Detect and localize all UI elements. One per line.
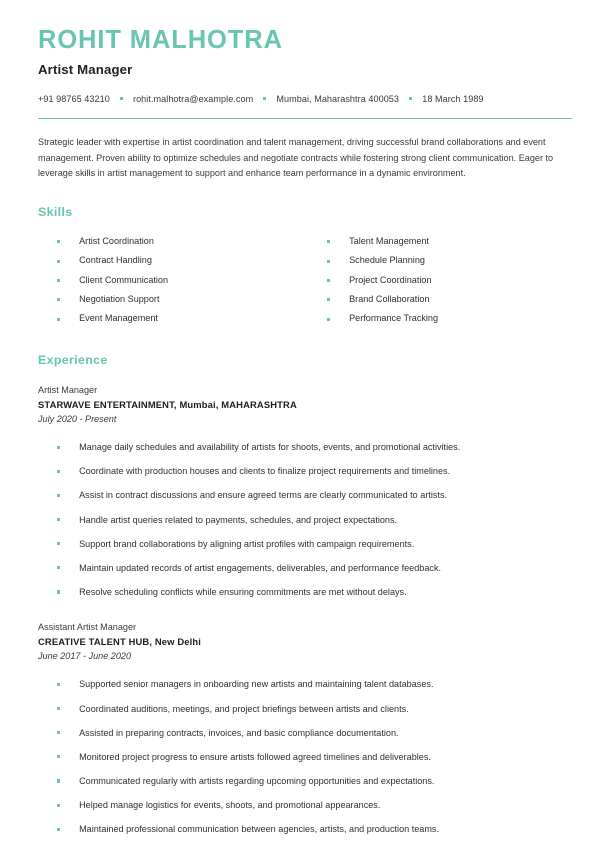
job-bullet bbox=[38, 793, 572, 817]
job-bullet bbox=[38, 580, 572, 604]
skill-label: Client Communication bbox=[79, 274, 169, 285]
skill-label: Event Management bbox=[79, 313, 158, 324]
experience-entry bbox=[38, 384, 572, 604]
job-bullet bbox=[38, 508, 572, 532]
experience-section-title: Experience bbox=[38, 352, 108, 367]
candidate-name: ROHIT MALHOTRA bbox=[38, 26, 283, 54]
skill-label: Artist Coordination bbox=[79, 235, 154, 246]
bullet-square-icon bbox=[327, 318, 330, 321]
bullet-square-icon bbox=[57, 518, 60, 521]
skill-item bbox=[38, 232, 308, 251]
job-company: CREATIVE TALENT HUB, New Delhi bbox=[38, 635, 202, 647]
bullet-square-icon bbox=[57, 470, 60, 473]
skill-label: Talent Management bbox=[349, 235, 429, 246]
skill-item bbox=[308, 309, 572, 328]
job-bullet-list bbox=[38, 672, 572, 841]
job-bullet bbox=[38, 721, 572, 745]
job-bullet-text: Supported senior managers in onboarding new artists and maintaining talent databases. bbox=[79, 679, 434, 690]
job-bullet bbox=[38, 817, 572, 841]
contact-row bbox=[38, 94, 572, 104]
job-bullet bbox=[38, 745, 572, 769]
job-dates: July 2020 - Present bbox=[38, 414, 117, 425]
job-bullet-text: Maintain updated records of artist engagements, deliverables, and performance feedback. bbox=[79, 562, 442, 573]
bullet-square-icon bbox=[327, 279, 330, 282]
experience-section bbox=[38, 353, 572, 841]
skill-label: Negotiation Support bbox=[79, 294, 160, 305]
bullet-square-icon bbox=[57, 779, 60, 782]
separator-dot-icon bbox=[120, 97, 123, 100]
skill-item bbox=[38, 309, 308, 328]
skill-item bbox=[38, 271, 308, 290]
contact-phone: +91 98765 43210 bbox=[38, 93, 110, 104]
job-bullet-text: Support brand collaborations by aligning artist profiles with campaign requirements. bbox=[79, 538, 415, 549]
skills-section bbox=[38, 205, 572, 329]
skill-item bbox=[308, 290, 572, 309]
separator-dot-icon bbox=[409, 97, 412, 100]
job-bullet bbox=[38, 459, 572, 483]
job-bullet-text: Maintained professional communication between agencies, artists, and production teams. bbox=[79, 824, 440, 834]
job-bullet-text: Coordinate with production houses and clients to finalize project requirements and timelines. bbox=[79, 466, 451, 477]
bullet-square-icon bbox=[57, 683, 60, 686]
skill-item bbox=[308, 251, 572, 270]
job-bullet-text: Helped manage logistics for events, shoots, and promotional appearances. bbox=[79, 799, 381, 810]
resume-header bbox=[38, 26, 572, 119]
skill-label: Performance Tracking bbox=[349, 313, 439, 324]
job-bullet bbox=[38, 769, 572, 793]
skill-item bbox=[308, 271, 572, 290]
job-bullet bbox=[38, 483, 572, 507]
skill-item bbox=[308, 232, 572, 251]
experience-entry bbox=[38, 621, 572, 841]
job-bullet-text: Resolve scheduling conflicts while ensuring commitments are met without delays. bbox=[79, 586, 407, 597]
contact-email[interactable]: rohit.malhotra@example.com bbox=[133, 93, 254, 104]
skill-item bbox=[38, 251, 308, 270]
candidate-job-title: Artist Manager bbox=[38, 61, 133, 77]
bullet-square-icon bbox=[57, 240, 60, 243]
bullet-square-icon bbox=[57, 590, 60, 593]
bullet-square-icon bbox=[57, 260, 60, 263]
job-bullet bbox=[38, 672, 572, 696]
job-bullet-text: Communicated regularly with artists regarding upcoming opportunities and expectations. bbox=[79, 775, 435, 786]
job-bullet bbox=[38, 532, 572, 556]
header-divider bbox=[38, 118, 572, 119]
bullet-square-icon bbox=[327, 298, 330, 301]
job-bullet-text: Manage daily schedules and availability of artists for shoots, events, and promotional activities. bbox=[79, 442, 461, 453]
job-role: Artist Manager bbox=[38, 384, 98, 395]
job-bullet-list bbox=[38, 435, 572, 604]
professional-summary: Strategic leader with expertise in artist coordination and talent management, driving successful brand collaborations and event management. Proven ability to optimize schedules and negotiate contracts while fostering strong client communication. Eager to leverage skills in artist management to support and enhance team performance in a dynamic environment. bbox=[38, 136, 554, 179]
job-role: Assistant Artist Manager bbox=[38, 621, 137, 632]
job-bullet bbox=[38, 435, 572, 459]
bullet-square-icon bbox=[327, 240, 330, 243]
job-bullet-text: Coordinated auditions, meetings, and project briefings between artists and clients. bbox=[79, 703, 409, 714]
bullet-square-icon bbox=[57, 707, 60, 710]
bullet-square-icon bbox=[57, 298, 60, 301]
bullet-square-icon bbox=[57, 828, 60, 831]
bullet-square-icon bbox=[57, 279, 60, 282]
bullet-square-icon bbox=[57, 804, 60, 807]
bullet-square-icon bbox=[57, 494, 60, 497]
bullet-square-icon bbox=[57, 542, 60, 545]
skill-label: Project Coordination bbox=[349, 274, 432, 285]
job-bullet bbox=[38, 697, 572, 721]
job-bullet-text: Handle artist queries related to payments, schedules, and project expectations. bbox=[79, 514, 398, 525]
bullet-square-icon bbox=[57, 566, 60, 569]
job-dates: June 2017 - June 2020 bbox=[38, 651, 132, 662]
skill-label: Brand Collaboration bbox=[349, 294, 430, 305]
job-bullet-text: Monitored project progress to ensure artists followed agreed timelines and deliverables. bbox=[79, 751, 431, 762]
contact-date-of-birth: 18 March 1989 bbox=[422, 93, 484, 104]
bullet-square-icon bbox=[327, 260, 330, 263]
bullet-square-icon bbox=[57, 755, 60, 758]
bullet-square-icon bbox=[57, 731, 60, 734]
skill-item bbox=[38, 290, 308, 309]
job-bullet bbox=[38, 556, 572, 580]
job-bullet-text: Assisted in preparing contracts, invoices, and basic compliance documentation. bbox=[79, 727, 399, 738]
contact-location: Mumbai, Maharashtra 400053 bbox=[276, 93, 400, 104]
job-bullet-text: Assist in contract discussions and ensure agreed terms are clearly communicated to artists. bbox=[79, 490, 448, 501]
skill-label: Contract Handling bbox=[79, 255, 152, 266]
bullet-square-icon bbox=[57, 318, 60, 321]
bullet-square-icon bbox=[57, 446, 60, 449]
skills-section-title: Skills bbox=[38, 204, 73, 219]
skill-label: Schedule Planning bbox=[349, 255, 425, 266]
separator-dot-icon bbox=[263, 97, 266, 100]
skills-grid bbox=[38, 232, 572, 329]
job-company: STARWAVE ENTERTAINMENT, Mumbai, MAHARASHTRA bbox=[38, 398, 297, 410]
